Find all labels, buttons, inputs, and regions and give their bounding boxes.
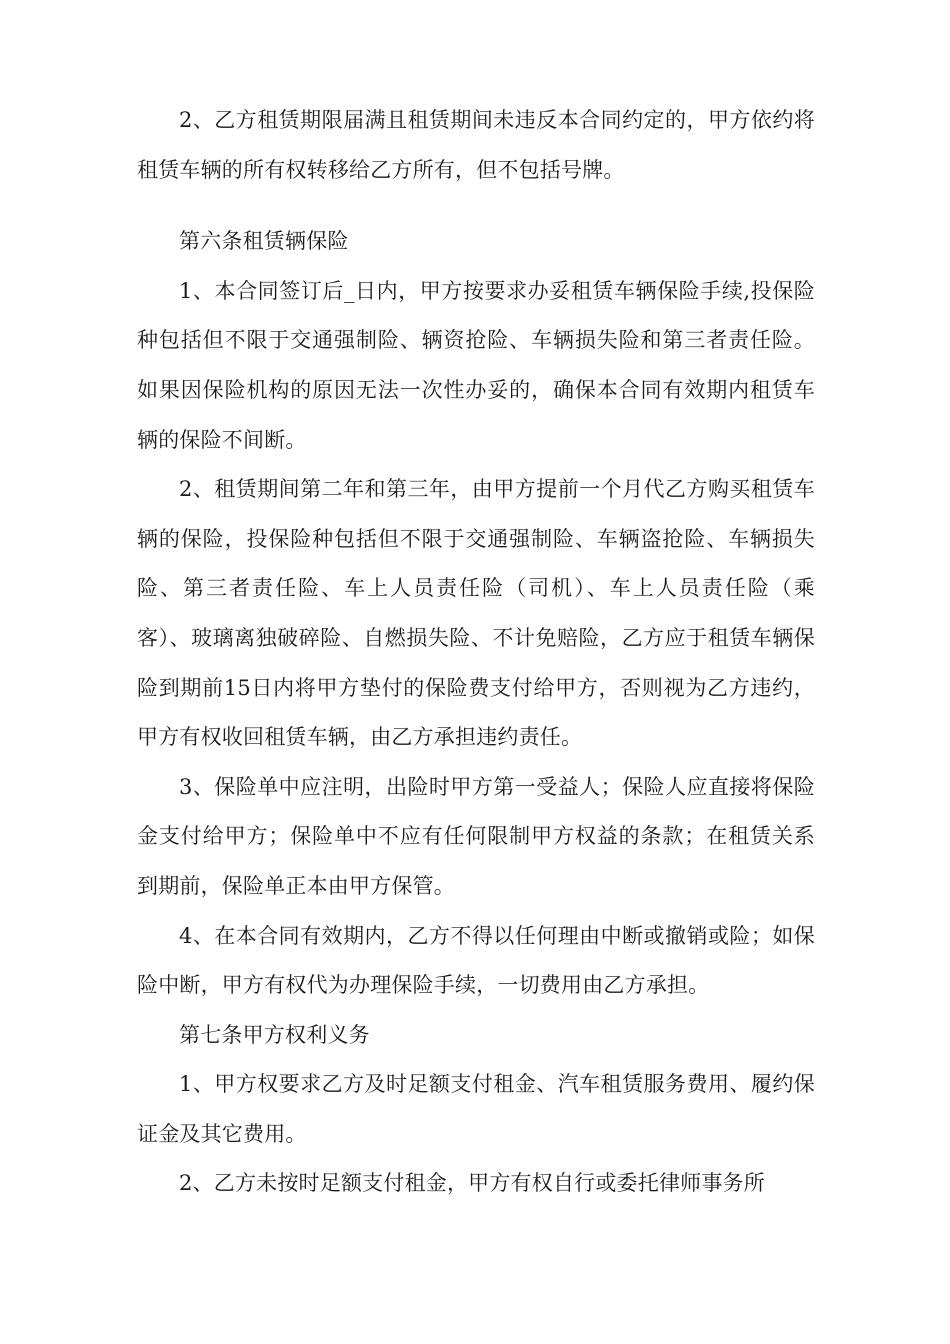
paragraph-7-1: 1、甲方权要求乙方及时足额支付租金、汽车租赁服务费用、履约保证金及其它费用。	[137, 1072, 815, 1146]
paragraph-6-1: 1、本合同签订后_日内，甲方按要求办妥租赁车辆保险手续,投保险种包括但不限于交通强制险、辆资抢险、车辆损失险和第三者责任险。如果因保险机构的原因无法一次性办妥的，确保本合同有效期内租赁车辆的保险不间断。	[137, 278, 815, 452]
heading-article-7: 第七条甲方权利义务	[179, 1022, 370, 1047]
paragraph-7-2: 2、乙方未按时足额支付租金，甲方有权自行或委托律师事务所	[179, 1171, 765, 1196]
paragraph-6-3: 3、保险单中应注明，出险时甲方第一受益人；保险人应直接将保险金支付给甲方；保险单中不应有任何限制甲方权益的条款；在租赁关系到期前，保险单正本由甲方保管。	[137, 774, 815, 898]
paragraph-6-4: 4、在本合同有效期内，乙方不得以任何理由中断或撤销或险；如保险中断，甲方有权代为办理保险手续，一切费用由乙方承担。	[137, 923, 815, 998]
paragraph-6-2: 2、租赁期间第二年和第三年，由甲方提前一个月代乙方购买租赁车辆的保险，投保险种包括但不限于交通强制险、车辆盗抢险、车辆损失险、第三者责任险、车上人员责任险（司机）、车上人员责任险（乘客）、玻璃离独破碎险、自燃损失险、不计免赔险，乙方应于租赁车辆保险到期前15日内将甲方垫付的保险费支付给甲方，否则视为乙方违约，甲方有权收回租赁车辆，由乙方承担违约责任。	[137, 477, 815, 750]
heading-article-6: 第六条租赁辆保险	[179, 229, 349, 254]
document-page	[137, 96, 815, 1209]
paragraph-ownership-transfer: 2、乙方租赁期限届满且租赁期间未违反本合同约定的，甲方依约将租赁车辆的所有权转移给乙方所有，但不包括号牌。	[137, 108, 815, 182]
